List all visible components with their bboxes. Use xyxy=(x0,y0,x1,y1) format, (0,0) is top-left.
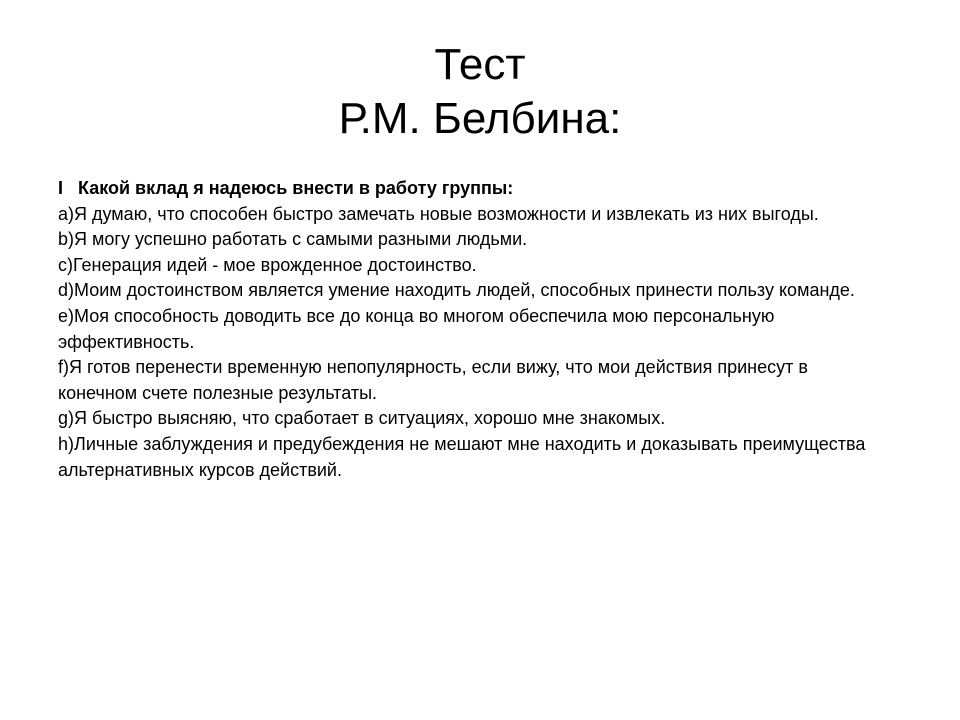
option-a: a)Я думаю, что способен быстро замечать новые возможности и извлекать из них выгоды. xyxy=(58,203,819,224)
option-c: c)Генерация идей - мое врожденное достоинство. xyxy=(58,254,477,275)
option-b: b)Я могу успешно работать с самыми разными людьми. xyxy=(58,229,528,250)
option-g: g)Я быстро выясняю, что сработает в ситуациях, хорошо мне знакомых. xyxy=(58,408,666,429)
option-f: f)Я готов перенести временную непопулярность, если вижу, что мои действия принесут в конечном счете полезные результаты. xyxy=(58,357,808,403)
title-line-1: Тест xyxy=(434,40,526,89)
option-e: e)Моя способность доводить все до конца во многом обеспечила мою персональную эффективность. xyxy=(58,305,775,352)
question-heading: I Какой вклад я надеюсь внести в работу группы: xyxy=(58,178,514,198)
slide-title xyxy=(0,38,960,146)
title-line-2: Р.М. Белбина: xyxy=(338,94,622,143)
option-h: h)Личные заблуждения и предубеждения не мешают мне находить и доказывать преимущества альтернативных курсов действий. xyxy=(58,433,866,480)
option-d: d)Моим достоинством является умение находить людей, способных принести пользу команде. xyxy=(58,280,855,301)
question-block xyxy=(58,176,888,483)
